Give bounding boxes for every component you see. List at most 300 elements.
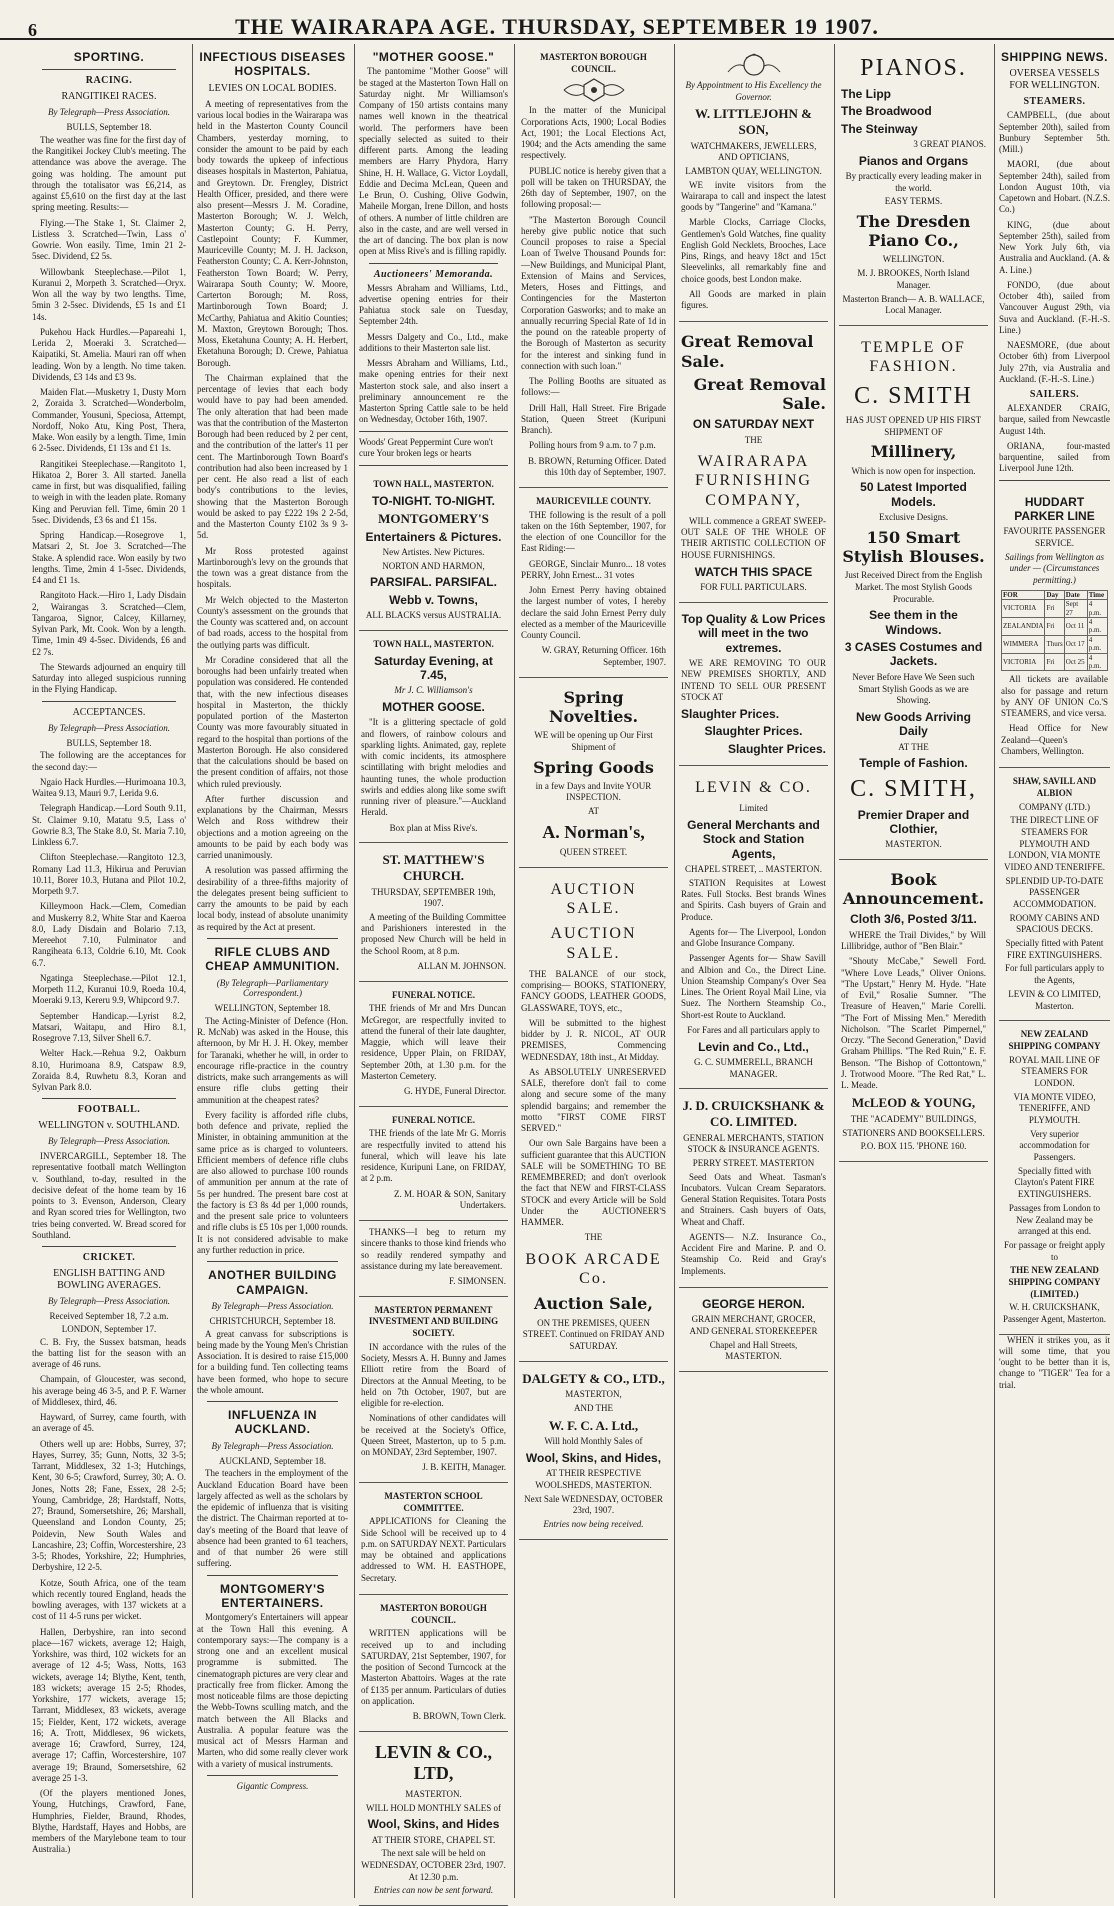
ad-line: WELLINGTON. [882, 254, 945, 265]
ad-line: 3 CASES Costumes and Jackets. [844, 640, 983, 669]
ad-line: For full particulars apply to the Agents, [1005, 963, 1104, 986]
ad-funeral-1 [359, 982, 508, 1107]
paragraph: Maiden Flat.—Musketry 1, Dusty Morn 2, Zoraida 3. Scratched—Wonderbolm, Commander, Yousuni, Speciosa, Attempt, Nordoff, Noko Atu, King Post, Thera, Make. Won easily by a length. Time, 1min 6 2-5sec. Dividends, £1 13s and £1 1s. [32, 387, 186, 454]
paragraph: NAESMORE, (due about October 6th) from Liverpool July 27th, via Australia and Auckland. (F.-H.-S. Line.) [999, 340, 1110, 384]
paragraph: Spring Handicap.—Rosegrove 1, Matsari 2, St. Joe 3. Scratched—The Stake. A splendid race. Won easily by two lengths. Time, 2min 4 1-5sec. Dividends, £4 and £1 1s. [32, 530, 186, 586]
ad-line: Temple of Fashion. [859, 756, 968, 771]
paragraph: PUBLIC notice is hereby given that a poll will be taken on THURSDAY, the 26th day of September, 1907, on the following proposal:— [521, 165, 666, 210]
ad-line: COMPANY (LTD.) [1018, 801, 1090, 812]
column-ads-retail [834, 44, 992, 1898]
ad-line: See them in the Windows. [869, 608, 958, 637]
paragraph: THE friends of the late Mr G. Morris are respectfully invited to attend his funeral, which will leave his late residence, Kuripuni Lane, on FRIDAY, at 2 p.m. [361, 1128, 506, 1184]
table-cell: Sept 27 [1064, 600, 1087, 618]
paragraph: INVERCARGILL, September 18. The representative football match Wellington v. Southland, to-day, resulted in the decisive defeat of the home team by 16 points to 3. Evenson, Anderson, Cleary and Ryan scored tries for Wellington, two tries being converted. W. Bread scored for Southland. [32, 1151, 186, 1240]
ad-line: THE NEW ZEALAND SHIPPING COMPANY (LIMITED.) [1008, 1265, 1101, 1299]
ad-huddart-parker [999, 486, 1110, 768]
table-header-row [1002, 590, 1108, 599]
ad-line: THE [584, 1232, 603, 1243]
divider [369, 263, 498, 264]
ad-line: Premier Draper and Clothier, [857, 807, 970, 836]
paragraph: The Acting-Minister of Defence (Hon. R. McNab) was asked in the House, this afternoon, by Mr H. J. H. Okey, member for Taranaki, whether he will, in order to encourage rifle-practice in the country districts, make such arrangements as will ensure rifle clubs getting their ammunition at the cheapest rates? [197, 1015, 348, 1105]
ad-littlejohn [679, 44, 828, 322]
divider [42, 1098, 176, 1099]
subheading: OVERSEA VESSELS FOR WELLINGTON. [1009, 68, 1100, 92]
divider [207, 1775, 338, 1776]
article-headline: INFLUENZA IN AUCKLAND. [228, 1408, 317, 1437]
ad-line: Never Before Have We Seen such Smart Stylish Goods as we are Showing. [852, 671, 975, 706]
paragraph: "Shouty McCabe," Sewell Ford. "Where Love Leads," Oliver Onions. "The Upstart," Henry M. Hyde. "Hate of Evil," Rosalie Sumner. "The Treasure of Heaven," Marie Corelli. "The Fort of Missing Men." Meredith Nicholson. "The Scarlet Pimpernel," Orczy. "The Second Generation," David Graham Phillips. "The Red Ruin," E. F. Benson. "The Bishop of Cottontown," J. Trotwood Moore. "The Red Rat," L. L. Meade. [841, 956, 986, 1091]
ad-line: Entries now being received. [543, 1519, 644, 1530]
ad-heading: MASTERTON SCHOOL COMMITTEE. [384, 1491, 483, 1513]
byline: By Telegraph—Press Association. [211, 1300, 334, 1311]
ad-line: LEVIN & CO LIMITED, Masterton. [1008, 988, 1101, 1011]
ad-line: THE "ACADEMY" BUILDINGS, [850, 1113, 977, 1124]
ad-line: Exclusive Designs. [879, 512, 948, 523]
ad-line: VIA MONTE VIDEO, TENERIFFE, AND PLYMOUTH. [1013, 1091, 1096, 1125]
ad-line: Wool, Skins, and Hides [367, 1817, 500, 1832]
ad-line: FAVOURITE PASSENGER SERVICE. [1003, 526, 1106, 549]
ad-mauriceville [519, 488, 668, 678]
column-local [354, 44, 512, 1898]
ad-mother-goose [359, 631, 508, 843]
ad-line: General Merchants and Stock and Station Agents, [687, 818, 820, 861]
ad-line: The next sale will be held on WEDNESDAY, OCTOBER 23rd, 1907. At 12.30 p.m. [361, 1848, 506, 1882]
article-headline: INFECTIOUS DISEASES HOSPITALS. [199, 50, 346, 79]
paragraph: The Chairman explained that the percentage of levies that each body would have to pay had been amended. The only alteration that had been made was that the contribution of the Masterton Borough had been reduced by 2 per cent, and the contribution of the latter's 11 per cent. The Martinborough Town Board's contribution had also been increased by 1 per cent. He also read a list of each body's contributions to the levies, showing that the Masterton Borough would be asked to pay £222 19s 2 2-5d, and the Masterton County £102 3s 9 3-5d. [197, 372, 348, 541]
paragraph: Others well up are: Hobbs, Surrey, 37; Hayes, Surrey, 35; Gunn, Notts, 32 3-5; Tarrant, Middlesex, 32 1-3; Hutchings, Kent, 30 6-5; Crawford, Surrey, 30; A. O. Jones, Notts 28; Fane, Essex, 28 2-5; Young, Cambridge, 28; Hardstaff, Notts, 27; Braund, Somersetshire, 26; Marshall, Queensland and London County, 25; Poidevin, New South Wales and Lancashire, 23; Coffin, Worcestershire, 23 3-5; Rhodes, Yorkshire, 22; Humphries, Derbyshire, 12 2-5. [32, 1438, 186, 1573]
ad-heading: FUNERAL NOTICE. [391, 1114, 475, 1125]
paragraph: AGENTS— N.Z. Insurance Co., Accident Fire and Marine. P. and O. Steamship Co. Reid and Gray's Implements. [681, 1231, 826, 1276]
ad-line: Next Sale WEDNESDAY, OCTOBER 23rd, 1907. [524, 1493, 663, 1516]
table-header: Date [1064, 590, 1087, 599]
paragraph: Rangitikei Steeplechase.—Rangitoto 1, Hikatoa 2, Borer 3. All started. Janella came in first, but was disqualified, failing to weigh in with the leaden plate. Romany King and Peruvian fell. Time, 6min 20 1 5sec. Dividends, £3 6s and £1 15s. [32, 458, 186, 525]
article-headline: Auctioneers' Memoranda. [373, 268, 494, 280]
ad-slaughter-prices [679, 603, 828, 766]
paragraph: Pukehou Hack Hurdles.—Papareahi 1, Lerida 2, Moeraki 3. Scratched—Kaipatiki, St. Amelia. Mauri ran off when leading. Won by a length. No time taken. Dividends, £3 14s and £3 9s. [32, 326, 186, 382]
ad-line: ALL BLACKS versus AUSTRALIA. [365, 610, 502, 621]
ad-line: THE DIRECT LINE OF STEAMERS FOR PLYMOUTH AND LONDON, VIA MONTE VIDEO AND TENERIFFE. [1003, 815, 1106, 872]
dateline: AUCKLAND, September 18. [219, 1455, 326, 1466]
dateline: LONDON, September 17. [61, 1323, 157, 1334]
paragraph: THE friends of Mr and Mrs Duncan McGregor, are respectfully invited to attend the funeral of their late daughter, Maggie, which will leave their residence, Upper Plain, on FRIDAY, September 20th, at 1.30 p.m. for the Masterton Cemetery. [361, 1003, 506, 1081]
ad-line: C. SMITH [854, 383, 973, 410]
byline: By Telegraph—Press Association. [48, 107, 170, 118]
ad-st-matthews [359, 843, 508, 981]
ad-line: Limited [739, 803, 768, 814]
ad-heading: MASTERTON PERMANENT INVESTMENT AND BUILDING SOCIETY. [368, 1304, 499, 1339]
ad-line: Saturday Evening, at 7.45, [374, 653, 493, 682]
ad-line: TO-NIGHT. TO-NIGHT. [372, 493, 495, 508]
subheading: FOOTBALL. [77, 1104, 141, 1116]
table-cell: Fri [1045, 653, 1064, 671]
ad-school-committee [359, 1483, 508, 1595]
paragraph: THE following is the result of a poll taken on the 16th September, 1907, for the election of one Councillor for the East Riding:— [521, 509, 666, 554]
paragraph: Our own Sale Bargains have been a sufficient guarantee that this AUCTION SALE will be SOMETHING TO BE REMEMBERED; and don't overlook the fact that NEW and FIRST-CLASS STOCK and every Article will be Sold Under the AUCTIONEER'S HAMMER. [521, 1138, 666, 1228]
table-cell: WIMMERA [1002, 635, 1045, 653]
ad-line: Box plan at Miss Rive's. [389, 822, 478, 833]
paragraph: WHERE the Trail Divides," by Will Lillibridge, author of "Ben Blair." [841, 929, 986, 952]
ad-line: THURSDAY, SEPTEMBER 19th, 1907. [371, 886, 496, 909]
ad-line: WE will be opening up Our First Shipment of [534, 730, 653, 752]
paragraph: ORIANA, four-masted barquentine, sailed from Liverpool June 12th. [999, 440, 1110, 474]
ad-signature: ALLAN M. JOHNSON. [417, 960, 506, 971]
ad-line: Slaughter Prices. [681, 707, 780, 722]
ad-line: Auction Sale, [534, 1294, 653, 1314]
byline: By Telegraph—Press Association. [48, 1296, 170, 1307]
ad-signature: W. GRAY, Returning Officer. 16th September, 1907. [541, 645, 666, 668]
ad-line: PERRY STREET. MASTERTON [692, 1157, 815, 1168]
paper-title: THE WAIRARAPA AGE. THURSDAY, SEPTEMBER 19 1907. [235, 14, 879, 39]
table-cell: Oct 25 [1064, 653, 1087, 671]
ad-line: MASTERTON, [565, 1389, 622, 1400]
ad-line: EASY TERMS. [884, 196, 943, 207]
ad-line: HAS JUST OPENED UP HIS FIRST SHIPMENT OF [845, 415, 982, 437]
table-row [1002, 600, 1108, 618]
column-shipping [994, 44, 1114, 1898]
ad-line: Sailings from Wellington as under — (Circumstances permitting.) [1004, 551, 1105, 586]
ad-line: Cloth 3/6, Posted 3/11. [850, 912, 977, 927]
byline: By Telegraph—Press Association. [211, 1440, 334, 1451]
ad-heading: HUDDART PARKER LINE [1014, 494, 1095, 524]
ad-book-announcement [839, 860, 988, 1162]
ad-heading: Great Removal Sale. [681, 332, 814, 371]
ad-line: BOOK ARCADE Co. [525, 1251, 662, 1288]
divider [207, 938, 338, 939]
paragraph: Seed Oats and Wheat. Tasman's Incubators. Vulcan Cream Separators. General Station Requisites. Totara Posts and Strainers. Cash buyers of Oats, Wheat and Chaff. [681, 1171, 826, 1227]
ad-line: GENERAL MERCHANTS, STATION STOCK & INSURANCE AGENTS. [683, 1132, 824, 1155]
paragraph: The pantomime "Mother Goose" will be staged at the Masterton Town Hall on Saturday night. Mr Williamson's Company of 150 artists contains many names well known in the theatrical world. The performers have been specially selected as suited to their different parts. Among the leading members are Harry Phydora, Harry Shine, H. H. Wallace, G. Victor Loydall, Eddie and Decima McLean, Queen and Le Brun, O. Cushing, Olive Godwin, Maheile Morgan, Irene Dillon, and hosts of others. A number of little children are also in the caste, and are well versed in the art of dancing. The box plan is now open at Miss Rive's and is filling rapidly. [359, 66, 508, 257]
paragraph: ALEXANDER CRAIG, barque, sailed from Newcastle August 14th. [999, 403, 1110, 436]
subheading: SAILERS. [1029, 389, 1080, 401]
ad-line: ROYAL MAIL LINE OF STEAMERS FOR LONDON. [1008, 1054, 1101, 1088]
ad-line: New Artistes. New Pictures. [382, 547, 485, 558]
paragraph: Killeymoon Hack.—Clem, Comedian and Muskerry 8.2, White Star and Kaeroa 8.0, Lady Disdain and Bolario 7.13, Mereehot 7.10, Fulminator and Rangiheata 6.13, Coldrie 6.10, Mt. Cook 6.7. [32, 901, 186, 968]
ad-line: AT THE [898, 741, 929, 752]
ad-line: MOTHER GOOSE. [382, 700, 485, 715]
article-title: ENGLISH BATTING AND BOWLING AVERAGES. [53, 1268, 165, 1292]
ad-line: NORTON AND HARMON, [382, 560, 485, 571]
dateline: CHRISTCHURCH, September 18. [209, 1315, 336, 1326]
ad-line: W. H. CRUICKSHANK, Passenger Agent, Masterton. [1003, 1302, 1106, 1324]
ad-funeral-2 [359, 1107, 508, 1221]
article-headline: MONTGOMERY'S ENTERTAINERS. [219, 1581, 326, 1611]
divider [359, 431, 508, 432]
masthead [0, 0, 1114, 40]
paragraph: Clifton Steeplechase.—Rangitoto 12.3, Romany Lad 11.3, Hikirua and Peruvian 10.11, Borer 10.3, Hutana and Pilot 10.2, Morpeth 9.7. [32, 852, 186, 897]
article-title: RANGITIKEI RACES. [61, 91, 157, 103]
paragraph: After further discussion and explanations by the Chairman, Messrs Welch and Ross withdrew their objections and a motion agreeing on the amounts to be paid by each body was carried unanimously. [197, 793, 348, 861]
ad-line: ON THE PREMISES, QUEEN STREET. Continued on FRIDAY AND SATURDAY. [522, 1317, 665, 1351]
paragraph: THE BALANCE of our stock, comprising— BOOKS, STATIONERY, FANCY GOODS, LEATHER GOODS, GLASSWARE, TOYS, etc., [521, 968, 666, 1013]
ad-borough-council [359, 1595, 508, 1732]
ad-signature: Z. M. HOAR & SON, Sanitary Undertakers. [394, 1188, 506, 1211]
paragraph: Marble Clocks, Carriage Clocks, Gentlemen's Gold Watches, fine quality English Gold Necklets, Brooches, Lace Pins, Rings, and heavy 18ct and 15ct Sleevelinks, all remarkably fine and choice goods, best London make. [681, 217, 826, 284]
article-title: WELLINGTON v. SOUTHLAND. [38, 1120, 180, 1132]
paragraph: A meeting of the Building Committee and Parishioners interested in the proposed New Church will be held in the School Room, at 8 p.m. [361, 911, 506, 956]
paragraph: KING, (due about September 25th), sailed from New York July 6th, via Australia and Auckland. (A. & A. Line.) [999, 219, 1110, 275]
paragraph: A great canvass for subscriptions is being made by the Young Men's Christian Association. It is desired to raise £15,000 for a building fund. Ten collecting teams have been formed, who hope to secure the whole amount. [197, 1328, 348, 1395]
ad-line: New Goods Arriving Daily [856, 709, 971, 739]
ad-line: Very superior accommodation for Passengers. [1019, 1128, 1090, 1163]
ad-line: G. C. SUMMERELL, BRANCH MANAGER. [693, 1057, 813, 1079]
dateline: BULLS, September 18. [66, 737, 152, 748]
ad-heading: W. LITTLEJOHN & SON, [695, 106, 812, 137]
table-header: Time [1087, 590, 1107, 599]
paragraph: September Handicap.—Lyrist 8.2, Matsari, Waitapu, and Hiro 8.1, Rosegrove 7.13, Silver Shell 6.7. [32, 1010, 186, 1044]
ad-line: A. Norman's, [542, 821, 645, 842]
article-headline: ANOTHER BUILDING CAMPAIGN. [208, 1268, 337, 1297]
ad-heading: LEVIN & CO., LTD, [374, 1741, 492, 1784]
subheading: RACING. [85, 75, 133, 87]
ad-line: WILL HOLD MONTHLY SALES of [366, 1802, 501, 1813]
ad-line: P.O. BOX 115. 'PHONE 160. [860, 1141, 967, 1152]
ad-heading: NEW ZEALAND SHIPPING COMPANY [1008, 1029, 1101, 1051]
ad-levin-co [679, 766, 828, 1089]
ad-line: AT THEIR RESPECTIVE WOOLSHEDS, MASTERTON. [535, 1468, 652, 1490]
ad-nz-shipping [999, 1021, 1110, 1335]
ad-heading: Spring Novelties. [548, 687, 639, 726]
ad-heading: MAURICEVILLE COUNTY. [536, 496, 651, 506]
ad-signature: J. B. KEITH, Manager. [422, 1462, 506, 1473]
article-title: ACCEPTANCES. [72, 706, 146, 718]
ad-heading: MASTERTON BOROUGH COUNCIL. [540, 52, 647, 74]
table-cell: ZEALANDIA [1002, 618, 1045, 636]
ad-heading: TEMPLE OF FASHION. [861, 338, 966, 376]
ad-line: Levin and Co., Ltd., [698, 1039, 809, 1054]
paragraph: (Of the players mentioned Jones, Young, Hutchings, Crawford, Fane, Humphries, Fielder, Braund, Rhodes, Blythe, Hardstaff, Hayes and Hobbs, are members of the Marylebone team to tour Australia.) [32, 1788, 186, 1855]
ad-line: Pianos and Organs [858, 153, 969, 168]
paragraph: Kotze, South Africa, one of the team which recently toured England, heads the bowling averages, with 137 wickets at a cost of 11 4-5 runs per wicket. [32, 1577, 186, 1622]
paragraph: Messrs Abraham and Williams, Ltd., advertise opening entries for their Pahiatua stock sale on Tuesday, September 24th. [359, 282, 508, 327]
paragraph: WHEN it strikes you, as it will some time, that you 'ought to be better than it is, change to "TIGER" Tea for a trial. [999, 1334, 1110, 1390]
ad-line: The Broadwood [841, 104, 932, 119]
article-headline: RIFLE CLUBS AND CHEAP AMMUNITION. [205, 944, 340, 974]
ad-heading: FUNERAL NOTICE. [391, 989, 475, 1000]
paragraph: Drill Hall, Hall Street. Fire Brigade Station, Queen Street (Kuripuni Branch). [521, 402, 666, 436]
paragraph: John Ernest Perry having obtained the largest number of votes, I hereby declare the said John Ernest Perry duly elected as a member of the Mauriceville County Council. [521, 585, 666, 641]
divider [999, 480, 1110, 481]
paragraph: In the matter of the Municipal Corporations Acts, 1900; Local Bodies Act, 1901; the Local Elections Act, 1904; and the Acts amending the same respectively. [521, 105, 666, 161]
paragraph: Mr Welch objected to the Masterton County's assessment on the grounds that the County was scattered and, on account of bad roads, access to the hospital from the outlying parts was difficult. [197, 594, 348, 650]
paragraph: MAORI, (due about September 24th), sailed from London August 10th, via Capetown and Hobart. (N.Z.S. Co.) [999, 159, 1110, 215]
ad-town-hall-montgomery [359, 471, 508, 631]
ad-line: STATIONERS AND BOOKSELLERS. [842, 1127, 985, 1138]
ad-line: PARSIFAL. PARSIFAL. [370, 575, 497, 590]
ad-line: in a few Days and Invite YOUR INSPECTION. [535, 780, 652, 803]
ad-line: WATCH THIS SPACE [694, 564, 813, 579]
ad-line: Just Received Direct from the English Market. The most Stylish Goods Procurable. [844, 570, 983, 604]
ad-pianos [839, 44, 988, 326]
column-news [192, 44, 352, 1898]
paragraph: Messrs Abraham and Williams, Ltd., make opening entries for their next Masterton stock sale, and also insert a preliminary announcement re the Masterton Spring Cattle sale to be held on Wednesday, October 16th, 1907. [359, 358, 508, 425]
paragraph: Ngaio Hack Hurdles.—Hurimoana 10.3, Waitea 9.13, Mauri 9.7, Lerida 9.6. [32, 776, 186, 799]
paragraph: Ngatinga Steeplechase.—Pilot 12.1, Morpeth 11.2, Kuranui 10.9, Roeda 10.4, Moeraki 9.13, Kereru 9.9, Whipcord 9.7. [32, 972, 186, 1006]
paragraph: Flying.—The Stake 1, St. Claimer 2, Listless 3. Scratched—Twin, Lass o' Gowrie. Won easily. Time, 1min 21 2-5sec. Dividend, £2 5s. [32, 217, 186, 262]
paragraph: All Goods are marked in plain figures. [681, 288, 826, 311]
paragraph: Hallen, Derbyshire, ran into second place—167 wickets, average 12; Haigh, Yorkshire, was third, 102 wickets for an average of 12 4-5; Wass, Notts, 163 wickets, average 14; Blythe, Kent, tenth, 183 wickets; average 15 2-5; Rhodes, Yorkshire, 177 wickets, average 15; Tarrant, Middlesex, 83 wickets, average 15; Fielder, Kent, 172 wickets, average 16; A. Trott, Middlesex, 96 wickets, average 16; Crawford, Surrey, 124, average 17; Caffin, Worcestershire, 107 average 19; Braund, Somersetshire, 62 average 25 1-3. [32, 1626, 186, 1783]
ad-line: LAMBTON QUAY, WELLINGTON. [685, 165, 822, 176]
crest-icon [559, 77, 629, 103]
table-row [1002, 635, 1108, 653]
paragraph: WE invite visitors from the Wairarapa to call and inspect the latest goods by "Tangerine" and "Kamana." [681, 179, 826, 213]
paragraph: Head Office for New Zealand—Queen's Chambers, Wellington. [1001, 723, 1108, 756]
paragraph: GEORGE, Sinclair Munro... 18 votes PERRY, John Ernest... 31 votes [521, 558, 666, 580]
paragraph: STATION Requisites at Lowest Rates. Full Stocks. Best brands Wines and Spirits. Cash buyers of Grain and Produce. [681, 877, 826, 922]
table-cell: 4 p.m. [1087, 635, 1107, 653]
ad-heading: Book Announcement. [842, 870, 985, 909]
ad-heading: DALGETY & CO., LTD., [522, 1370, 665, 1386]
paragraph: IN accordance with the rules of the Society, Messrs A. H. Bunny and James Elliott retire from the Board of Directors at the Annual Meeting, to be held on 7th October, 1907, but are eligible for re-election. [361, 1341, 506, 1409]
ad-line: GRAIN MERCHANT, GROCER, AND GENERAL STOREKEEPER [689, 1314, 818, 1336]
ad-line: SPLENDID UP-TO-DATE PASSENGER ACCOMMODATION. [1005, 875, 1104, 909]
ad-shaw-savill [999, 768, 1110, 1021]
ad-heading: PIANOS. [860, 55, 967, 81]
ad-thanks [359, 1221, 508, 1297]
paragraph: Nominations of other candidates will be received at the Society's Office, Queen Street, Masterton, up to 5 p.m. on MONDAY, 23rd September, 1907. [361, 1413, 506, 1458]
table-cell: Oct 11 [1064, 618, 1087, 636]
paragraph: Welter Hack.—Rehua 9.2, Oakburn 8.10, Hurimoana 8.9, Catspaw 8.9, Zoraida 8.4, Ruwhetu 8.3, Koran and Sylvan Park 8.0. [32, 1048, 186, 1093]
paragraph: Champain, of Gloucester, was second, his average being 46 3-5, and P. F. Warner of Middlesex, third, 46. [32, 1374, 186, 1407]
ad-line: Specially fitted with Clayton's Patent FIRE EXTINGUISHERS. [1014, 1165, 1095, 1200]
paragraph: The Stewards adjourned an enquiry till Saturday into alleged suspicious running in the Flying Handicap. [32, 661, 186, 695]
ad-heading: TOWN HALL, MASTERTON. [373, 638, 494, 649]
ad-line: WATCHMAKERS, JEWELLERS, AND OPTICIANS, [690, 140, 817, 163]
paragraph: Montgomery's Entertainers will appear at the Town Hall this evening. A contemporary says:—The company is a strong one and an excellent musical programme is submitted. The cinematograph pictures are very clear and practically free from flicker. Among the most noticeable films are those depicting the Webb-Towns sculling match, and the match between the All Blacks and Australia. A popular feature was the musical act of Messrs Harman and Marten, who did some really clever work with a variety of musical instruments. [197, 1612, 348, 1769]
paragraph: WE ARE REMOVING TO OUR NEW PREMISES SHORTLY, AND INTEND TO SELL OUR PRESENT STOCK AT [681, 658, 826, 702]
table-cell: 4 p.m. [1087, 618, 1107, 636]
ad-line: ON SATURDAY NEXT [692, 417, 815, 432]
ad-removal-sale [679, 322, 828, 602]
ad-signature: G. HYDE, Funeral Director. [404, 1086, 506, 1097]
paragraph: Hayward, of Surrey, came fourth, with an average of 45. [32, 1412, 186, 1434]
ad-line: MONTGOMERY'S [378, 511, 489, 527]
ad-line: By Appointment to His Excellency the Governor. [685, 80, 822, 102]
ad-line: Entries can now be sent forward. [373, 1885, 494, 1896]
divider [207, 1575, 338, 1576]
paragraph: Mr Ross protested against Martinborough's levy on the grounds that the town was a great distance from the hospitals. [197, 545, 348, 590]
ad-line: McLEOD & YOUNG, [851, 1095, 976, 1111]
ad-line: WAIRARAPA FURNISHING COMPANY, [695, 453, 812, 509]
table-cell: VICTORIA [1002, 653, 1045, 671]
ad-line: For Fares and all particulars apply to [687, 1024, 820, 1035]
ad-line: M. J. BROOKES, North Island Manager. [857, 268, 970, 290]
ad-line: Which is now open for inspection. [851, 465, 976, 476]
table-row [1002, 618, 1108, 636]
ad-line: The Lipp [841, 86, 891, 101]
ad-heading: Gigantic Compress. [236, 1780, 309, 1791]
dateline: Received September 18, 7.2 a.m. [49, 1310, 169, 1321]
ad-text: Woods' Great Peppermint Cure won't cure Your broken legs or hearts [359, 436, 493, 459]
column-notices [514, 44, 672, 1898]
ad-levin-wool [359, 1732, 508, 1906]
table-header: FOR [1002, 590, 1045, 599]
paragraph: C. B. Fry, the Sussex batsman, heads the batting list for the season with an average of 46 runs. [32, 1336, 186, 1370]
paragraph: Rangitoto Hack.—Hiro 1, Lady Disdain 2, Wairangas 3. Scratched—Clem, Tangaroa, Signor, Calcey, Killarney, Sylvan Park, Mt. Cook. Won by a length. Time, 1min 49 4-5sec. Dividends, £6 and £2 7s. [32, 590, 186, 657]
ad-line: Specially fitted with Patent FIRE EXTINGUISHERS. [1005, 938, 1104, 960]
paragraph: CAMPBELL, (due about September 20th), sailed from Bunbury September 5th. (Mill.) [999, 110, 1110, 155]
ad-heading: SHAW, SAVILL AND ALBION [1012, 776, 1097, 798]
ad-line: Wool, Skins, and Hides, [525, 1450, 662, 1465]
ad-line: The Steinway [841, 121, 918, 136]
table-cell: 4 p.m. [1087, 653, 1107, 671]
section-heading: SHIPPING NEWS. [1000, 50, 1108, 64]
ad-line: Millinery, [870, 442, 957, 462]
ad-signature: B. BROWN, Returning Officer. Dated this 10th day of September, 1907. [527, 455, 666, 478]
ad-line: Passages from London to New Zealand may be arranged at this end. [1008, 1202, 1101, 1237]
ad-heading: TOWN HALL, MASTERTON. [373, 479, 494, 490]
byline: By Telegraph—Press Association. [48, 1136, 170, 1147]
ad-george-heron [679, 1288, 828, 1372]
ad-line: MASTERTON. [885, 839, 942, 850]
paragraph: The weather was fine for the first day of the Rangitikei Jockey Club's meeting. The attendance was above the average. The going was holding. The amount put through the totalisator was £6,214, as against £5,610 on the first day at the last spring meeting. Results:— [32, 134, 186, 213]
ad-line: Spring Goods [533, 757, 654, 777]
royal-crest-icon [724, 52, 784, 78]
ad-spring-novelties [519, 678, 668, 868]
ad-heading: Great Removal Sale. [693, 374, 826, 413]
ad-line: Top Quality & Low Prices will meet in the two extremes. [681, 611, 826, 655]
dateline: WELLINGTON, September 18. [214, 1003, 331, 1014]
table-cell: 4 p.m. [1087, 600, 1107, 618]
ad-line: 3 GREAT PIANOS. [913, 138, 986, 149]
article-headline: "MOTHER GOOSE." [372, 50, 495, 64]
ad-cruickshank [679, 1089, 828, 1288]
ad-line: ROOMY CABINS AND SPACIOUS DECKS. [1009, 912, 1100, 935]
table-cell: Thurs [1045, 635, 1064, 653]
paragraph: Willowbank Steeplechase.—Pilot 1, Kuranui 2, Morpeth 3. Scratched—Oryx. Won all the way by two lengths. Time, 5min 3 2-5sec. Dividends, £5 1s and £1 14s. [32, 266, 186, 322]
ad-line: Entertainers & Pictures. [365, 529, 502, 544]
divider [207, 1401, 338, 1402]
paragraph: The following are the acceptances for the second day:— [32, 750, 186, 772]
ad-heading: AUCTION SALE. [550, 881, 637, 918]
ad-line: 150 Smart Stylish Blouses. [842, 527, 985, 566]
paragraph: Mr Coradine considered that all the boroughs had been unfairly treated when population was considered. He contended that, with the new infectious diseases hospital in Masterton, the thickly populated portion of the Masterton County was more favourably situated in regard to the hospital than portions of the Masterton Borough. He also considered that the calculations should be based on the present condition of affairs, not those which ruled previously. [197, 654, 348, 789]
table-cell: Fri [1045, 600, 1064, 618]
paragraph: Passenger Agents for— Shaw Savill and Albion and Co., the Direct Line. Union Steamship Company's Over Sea Lines. The Orient Royal Mail Line, via Suez. The Northern Steamship Co., Short-est Route to Auckland. [681, 953, 826, 1020]
ad-line: Webb v. Towns, [389, 592, 478, 607]
paragraph: Agents for— The Liverpool, London and Globe Insurance Company. [681, 926, 826, 949]
ad-heading: GEORGE HERON. [702, 1296, 805, 1311]
paragraph: "The Masterton Borough Council hereby give public notice that such Council proposes to raise a Special Loan of Twelve Thousand Pounds for:—New Buildings, and Municipal Plant, Extension of Mains and Services, Meters, Hoses and Fittings, and Contingencies for the Masterton Corporation Gasworks; and to make an annually recurring Special Rate of 1d in the pound on the rateable property of the Borough of Masterton as security for the interest and sinking fund in connection with such loan." [521, 214, 666, 371]
ad-signature: F. SIMONSEN. [448, 1276, 506, 1287]
ad-auction-sale [519, 868, 668, 1362]
ad-line: C. SMITH, [850, 775, 977, 802]
ad-temple-of-fashion [839, 326, 988, 860]
byline: (By Telegraph—Parliamentary Correspondent.) [216, 977, 329, 999]
divider [359, 465, 508, 466]
ad-line: Slaughter Prices. [704, 724, 803, 739]
ad-line: Will hold Monthly Sales of [544, 1436, 643, 1447]
ad-line: 50 Latest Imported Models. [860, 480, 967, 509]
paragraph: APPLICATIONS for Cleaning the Side School will be received up to 4 p.m. on SATURDAY NEXT. Particulars may be obtained and applications addressed to WM. H. EASTHOPE, Secretary. [361, 1516, 506, 1583]
ad-line: Chapel and Hall Streets, MASTERTON. [709, 1339, 798, 1362]
article-subhead: LEVIES ON LOCAL BODIES. [208, 82, 337, 94]
ad-line: For passage or freight apply to [1004, 1239, 1105, 1262]
ad-dalgety [519, 1362, 668, 1540]
paragraph: A resolution was passed affirming the desirability of a three-fifths majority of the delegates present being sufficient to carry the amounts to be paid by each local body, instead of absolute unanimity as required by the Act at present. [197, 865, 348, 932]
ad-line: Mr J. C. Williamson's [394, 685, 473, 696]
column-sporting [28, 44, 190, 1898]
ad-heading: AUCTION SALE. [550, 925, 637, 962]
paragraph: "It is a glittering spectacle of gold and flowers, of rainbow colours and sparkling lights. Animated, gay, replete with comic incidents, its atmosphere scintillating with bright melodies and haunting tunes, the whole production swirls and eddies along like some swift running river of pleasure."—Auckland Herald. [361, 717, 506, 818]
paragraph: Polling hours from 9 a.m. to 7 p.m. [529, 440, 656, 451]
column-ads-merchants [674, 44, 832, 1898]
ad-line: AT THEIR STORE, CHAPEL ST. [371, 1834, 496, 1845]
subheading: CRICKET. [82, 1252, 136, 1264]
ad-line: THE [744, 434, 763, 445]
table-cell: Oct 17 [1064, 635, 1087, 653]
dateline: BULLS, September 18. [66, 122, 152, 133]
paragraph: THANKS—I beg to return my sincere thanks to those kind friends who so readily rendered sympathy and assistance during my late bereavement. [361, 1227, 506, 1271]
